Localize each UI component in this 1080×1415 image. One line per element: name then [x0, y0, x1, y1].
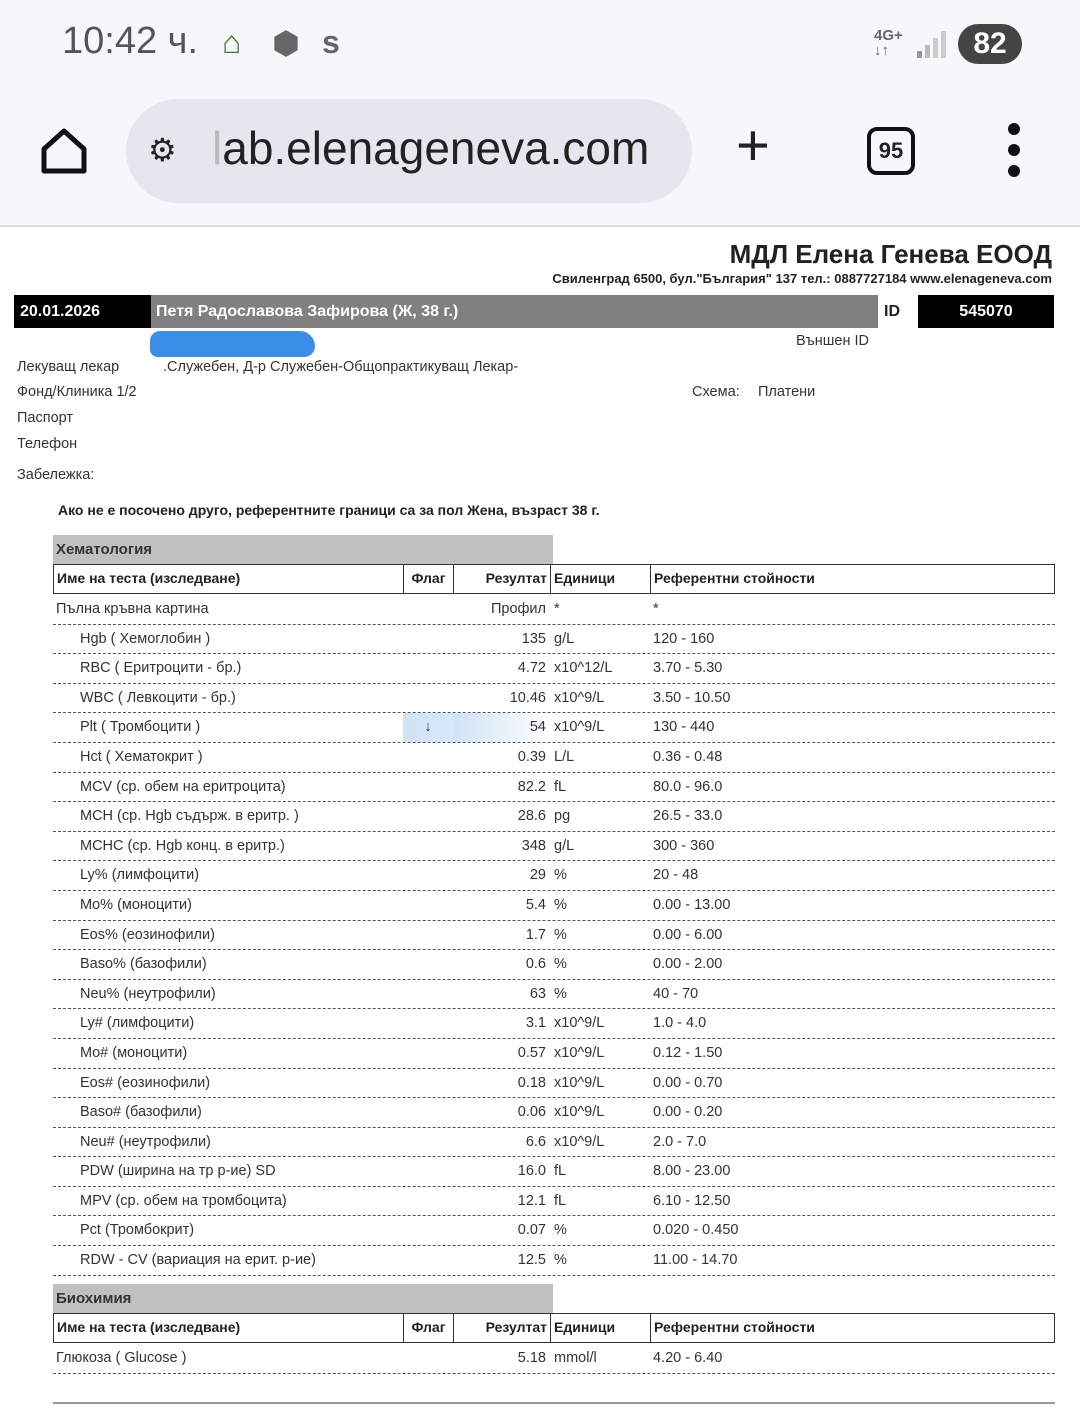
reference-range: 0.00 - 2.00	[653, 956, 723, 973]
units: x10^9/L	[554, 1133, 605, 1150]
flag	[403, 684, 453, 713]
result: 0.6	[525, 956, 546, 973]
url-prefix: l	[212, 122, 223, 174]
units: fL	[554, 1163, 567, 1180]
units: x10^9/L	[554, 1015, 605, 1032]
lab-name: МДЛ Елена Генева ЕООД	[729, 239, 1052, 269]
network-indicator: 4G+ ↓↑	[874, 27, 903, 59]
passport-label: Паспорт	[17, 410, 74, 426]
table-row	[53, 861, 1055, 891]
battery-indicator: 82	[958, 24, 1022, 64]
flag	[403, 1128, 453, 1157]
test-name: Mo% (моноцити)	[80, 896, 192, 913]
flag	[403, 625, 453, 654]
table-row	[53, 1157, 1055, 1187]
column-header-ref: Референтни стойности	[654, 570, 815, 586]
flag	[403, 1216, 453, 1245]
reference-range: 0.00 - 6.00	[653, 926, 723, 943]
reference-range: 0.12 - 1.50	[653, 1044, 723, 1061]
table-row	[53, 950, 1055, 980]
result: 0.57	[517, 1044, 546, 1061]
id-label: ID	[884, 303, 900, 320]
result: 28.6	[517, 808, 546, 825]
patient-name: Петя Радославова Зафирова (Ж, 38 г.)	[151, 295, 878, 328]
result: 16.0	[517, 1163, 546, 1180]
reference-range: 26.5 - 33.0	[653, 808, 723, 825]
doctor-label: Лекуващ лекар	[17, 359, 120, 375]
flag	[403, 891, 453, 920]
flag: ↓	[403, 713, 453, 742]
browser-toolbar	[0, 95, 1080, 210]
table-header	[53, 1313, 1055, 1343]
result: 10.46	[509, 689, 546, 706]
reference-range: 20 - 48	[653, 867, 699, 884]
network-type: 4G+	[874, 27, 903, 44]
table-row	[53, 684, 1055, 714]
external-id-label: Външен ID	[796, 333, 869, 349]
test-name: Ly% (лимфоцити)	[80, 867, 200, 884]
lab-address: Свиленград 6500, бул."България" 137 тел.: 0887727184 www.elenageneva.com	[552, 271, 1052, 286]
scheme-value: Платени	[758, 384, 816, 400]
table-row	[53, 625, 1055, 655]
test-name: PDW (ширина на тр р-ие) SD	[80, 1163, 276, 1180]
flag	[403, 1098, 453, 1127]
test-name: RBC ( Еритроцити - бр.)	[80, 660, 242, 677]
flag	[403, 1069, 453, 1098]
column-header-name: Име на теста (изследване)	[54, 1314, 404, 1342]
flag	[403, 861, 453, 890]
units: %	[554, 867, 567, 884]
reference-range: 80.0 - 96.0	[653, 778, 723, 795]
table-row	[53, 1069, 1055, 1099]
result: 0.06	[517, 1104, 546, 1121]
column-header-ref: Референтни стойности	[654, 1319, 815, 1335]
table-row	[53, 1098, 1055, 1128]
reference-range: 11.00 - 14.70	[653, 1252, 738, 1269]
reference-range: 6.10 - 12.50	[653, 1192, 731, 1209]
table-row	[53, 1009, 1055, 1039]
flag	[403, 773, 453, 802]
result: 5.4	[525, 896, 546, 913]
app-s-icon: s	[322, 24, 340, 60]
test-name: Mo# (моноцити)	[80, 1044, 188, 1061]
table-row	[53, 595, 1055, 625]
flag	[403, 1009, 453, 1038]
test-name: Pct (Тромбокрит)	[80, 1222, 195, 1239]
flag	[403, 921, 453, 950]
reference-range: 2.0 - 7.0	[653, 1133, 707, 1150]
tab-switcher-button[interactable]: 95	[867, 127, 915, 175]
section-title: Хематология	[53, 535, 553, 564]
reference-range: 40 - 70	[653, 985, 699, 1002]
result: 1.7	[525, 926, 546, 943]
table-row	[53, 832, 1055, 862]
result: 54	[453, 713, 550, 742]
units: L/L	[554, 748, 575, 765]
table-row	[53, 773, 1055, 803]
test-name: Neu% (неутрофили)	[80, 985, 216, 1002]
result: 12.1	[517, 1192, 546, 1209]
flag	[403, 1157, 453, 1186]
test-name: MCV (ср. обем на еритроцита)	[80, 778, 286, 795]
units: x10^9/L	[554, 1074, 605, 1091]
flag	[403, 1344, 453, 1373]
home-icon[interactable]	[38, 125, 90, 177]
test-name: Plt ( Тромбоцити )	[80, 719, 201, 736]
result: 3.1	[525, 1015, 546, 1032]
units: x10^9/L	[554, 689, 605, 706]
result: 0.39	[517, 748, 546, 765]
test-name: Eos% (еозинофили)	[80, 926, 215, 943]
result: Профил	[490, 601, 546, 617]
result: 135	[521, 630, 546, 647]
reference-range: 3.70 - 5.30	[653, 660, 723, 677]
reference-range: 0.020 - 0.450	[653, 1222, 739, 1239]
divider	[53, 1402, 1055, 1404]
column-header-flag: Флаг	[404, 565, 454, 593]
table-row	[53, 980, 1055, 1010]
test-name: WBC ( Левкоцити - бр.)	[80, 689, 236, 706]
scheme-label: Схема:	[692, 384, 740, 400]
flag	[403, 950, 453, 979]
units: x10^9/L	[554, 1104, 605, 1121]
flag	[403, 743, 453, 772]
flag	[403, 832, 453, 861]
units: %	[554, 896, 567, 913]
redaction-mark	[150, 331, 315, 357]
reference-range: 3.50 - 10.50	[653, 689, 731, 706]
flag	[403, 654, 453, 683]
signal-icon	[916, 30, 948, 58]
reference-range: *	[653, 601, 659, 617]
flag	[403, 1246, 453, 1275]
units: %	[554, 926, 567, 943]
table-row	[53, 713, 1055, 743]
units: g/L	[554, 837, 575, 854]
reference-range: 120 - 160	[653, 630, 715, 647]
table-row	[53, 1344, 1055, 1374]
test-name: MCHC (ср. Hgb конц. в еритр.)	[80, 837, 285, 854]
result: 63	[529, 985, 546, 1002]
reference-note: Ако не е посочено друго, референтните граници са за пол Жена, възраст 38 г.	[58, 502, 600, 518]
result: 348	[521, 837, 546, 854]
column-header-result: Резултат	[454, 565, 551, 593]
lab-report	[0, 225, 1080, 1415]
test-name: MCH (ср. Hgb съдърж. в еритр. )	[80, 808, 299, 825]
reference-range: 8.00 - 23.00	[653, 1163, 731, 1180]
table-row	[53, 654, 1055, 684]
table-row	[53, 743, 1055, 773]
result: 29	[529, 867, 546, 884]
table-row	[53, 1187, 1055, 1217]
test-name: Hct ( Хематокрит )	[80, 748, 203, 765]
status-bar	[0, 0, 1080, 90]
reference-range: 0.00 - 0.70	[653, 1074, 723, 1091]
reference-range: 4.20 - 6.40	[653, 1350, 723, 1366]
table-row	[53, 1039, 1055, 1069]
units: fL	[554, 778, 567, 795]
result: 5.18	[517, 1350, 546, 1366]
more-menu-icon[interactable]	[1008, 123, 1028, 186]
result: 6.6	[525, 1133, 546, 1150]
test-name: Baso# (базофили)	[80, 1104, 202, 1121]
flag	[403, 980, 453, 1009]
column-header-units: Единици	[551, 1314, 651, 1342]
units: %	[554, 1252, 567, 1269]
remark-label: Забележка:	[17, 467, 95, 483]
reference-range: 300 - 360	[653, 837, 715, 854]
test-name: Baso% (базофили)	[80, 956, 207, 973]
doctor-value: .Служебен, Д-р Служебен-Общопрактикуващ Лекар-	[163, 359, 519, 375]
result: 12.5	[517, 1252, 546, 1269]
url-text[interactable]	[212, 121, 649, 175]
reference-range: 0.36 - 0.48	[653, 748, 723, 765]
column-header-name: Име на теста (изследване)	[54, 565, 404, 593]
url-domain: ab.elenageneva.com	[222, 122, 650, 174]
reference-range: 130 - 440	[653, 719, 715, 736]
reference-range: 0.00 - 0.20	[653, 1104, 723, 1121]
table-row	[53, 891, 1055, 921]
flag	[403, 595, 453, 624]
fund-label: Фонд/Клиника 1/2	[17, 384, 137, 400]
units: mmol/l	[554, 1350, 597, 1366]
units: pg	[554, 808, 571, 825]
flag	[403, 1039, 453, 1068]
test-name: Hgb ( Хемоглобин )	[80, 630, 211, 647]
site-settings-icon[interactable]: ⚙	[148, 132, 177, 168]
table-row	[53, 921, 1055, 951]
units: x10^9/L	[554, 719, 605, 736]
test-name: Neu# (неутрофили)	[80, 1133, 211, 1150]
column-header-result: Резултат	[454, 1314, 551, 1342]
reference-range: 1.0 - 4.0	[653, 1015, 707, 1032]
test-name: Ly# (лимфоцити)	[80, 1015, 195, 1032]
flag	[403, 1187, 453, 1216]
column-header-units: Единици	[551, 565, 651, 593]
home-app-icon: ⌂	[222, 24, 242, 60]
table-row	[53, 802, 1055, 832]
units: x10^9/L	[554, 1044, 605, 1061]
test-name: RDW - CV (вариация на ерит. р-ие)	[80, 1252, 316, 1269]
column-header-flag: Флаг	[404, 1314, 454, 1342]
reference-range: 0.00 - 13.00	[653, 896, 731, 913]
flag	[403, 802, 453, 831]
result: 0.07	[517, 1222, 546, 1239]
table-row	[53, 1216, 1055, 1246]
package-icon: ⬢	[272, 25, 300, 61]
new-tab-icon[interactable]: +	[736, 113, 770, 178]
test-name: Глюкоза ( Glucose )	[56, 1350, 187, 1366]
section-title: Биохимия	[53, 1284, 553, 1313]
report-date: 20.01.2026	[14, 295, 151, 328]
test-name: Eos# (еозинофили)	[80, 1074, 211, 1091]
test-name: MPV (ср. обем на тромбоцита)	[80, 1192, 287, 1209]
units: %	[554, 1222, 567, 1239]
id-value: 545070	[918, 295, 1054, 328]
units: %	[554, 985, 567, 1002]
units: x10^12/L	[554, 660, 613, 677]
result: 4.72	[517, 660, 546, 677]
test-name: Пълна кръвна картина	[56, 601, 209, 617]
units: fL	[554, 1192, 567, 1209]
table-row	[53, 1128, 1055, 1158]
units: %	[554, 956, 567, 973]
table-header	[53, 564, 1055, 594]
phone-label: Телефон	[17, 436, 78, 452]
result: 0.18	[517, 1074, 546, 1091]
table-row	[53, 1246, 1055, 1276]
units: *	[554, 601, 560, 617]
results-table	[53, 1344, 1055, 1374]
clock: 10:42 ч.	[62, 20, 199, 62]
result: 82.2	[517, 778, 546, 795]
units: g/L	[554, 630, 575, 647]
results-table	[53, 595, 1055, 1276]
address-bar[interactable]	[126, 99, 692, 203]
